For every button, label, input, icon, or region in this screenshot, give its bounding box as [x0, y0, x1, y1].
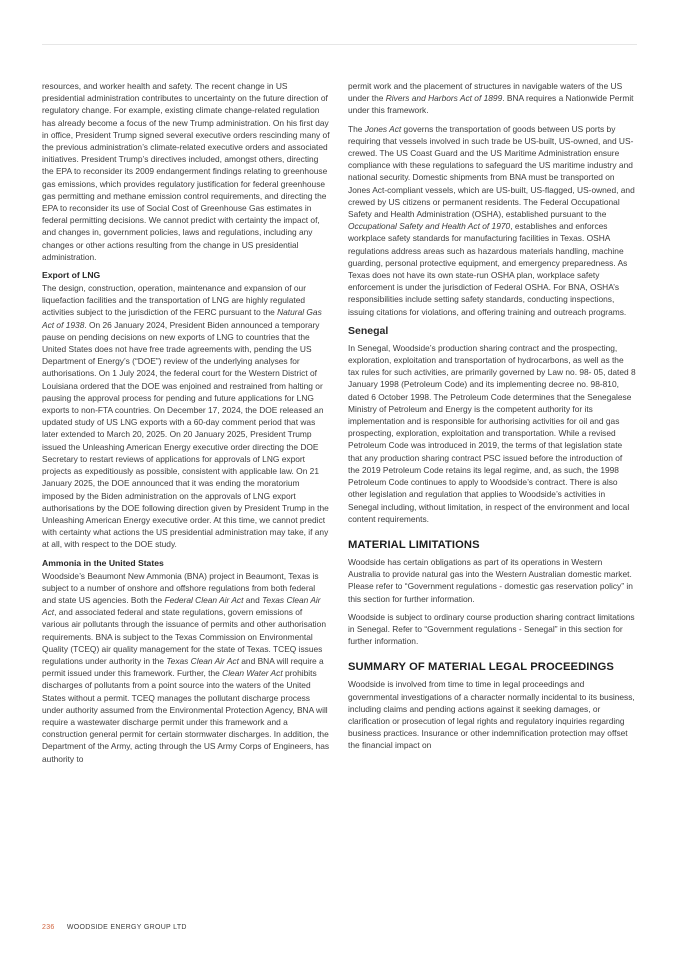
paragraph-psc-limitations: Woodside is subject to ordinary course production sharing contract limitations in Senegal. Refer to “Government regulations - Senegal” in this section for further information.: [348, 611, 635, 647]
header-rule: [42, 44, 637, 45]
paragraph-us-regulation: resources, and worker health and safety. The recent change in US presidential administration contributes to uncertainty on the future direction of regulatory change. For example, existing climate change-related regulation has already become a focus of the new Trump administration. On his first day in office, President Trump signed several executive orders rescinding many of the previous administration’s climate-related executive orders and associated initiatives. President Trump’s directives included, amongst others, directing the EPA to reconsider its 2009 endangerment findings relating to greenhouse gas emissions, which provides regulatory justification for federal greenhouse gas permitting and methane emission control requirements, and directing the EPA to reconsider its use of Social Cost of Greenhouse Gas estimates in federal permitting decisions. We cannot predict with certainty the impact of, and changes in, government policies, laws and regulations, including any changes or other actions resulting from the change in US presidential administration.: [42, 81, 330, 262]
paragraph-senegal: In Senegal, Woodside’s production sharing contract and the prospecting, exploration, exploitation and transportation of hydrocarbons, as well as the tax rules for such activities, are primarily governed by Law no. 98- 05, dated 8 January 1998 (Petroleum Code) and its implementing decree no. 98-810, dated 6 October 1998. The Petroleum Code determines that the Senegalese Ministry of Petroleum and Energy is the competent authority for its implementation and is responsible for authorising activities for oil and gas prospecting, exploration, exploitation and transportation. While a revised Petroleum Code was introduced in 2019, the terms of that legislation state that any production sharing contract PSC issued before the introduction of the 2019 Petroleum Code retains its legal regime, and, as such, the 1998 Petroleum Code continues to apply to Woodside’s contract. There is also other legislation and regulation that applies to Woodside’s activities in Senegal including, without limitation, in respect of the environment and local content requirements.: [348, 342, 636, 524]
paragraph-legal-proceedings: Woodside is involved from time to time in legal proceedings and governmental investigations of a character normally incidental to its business, including claims and pending actions against it seeking damages, or clarification or prosecution of legal rights and regulatory inquiries regarding business practices. Insurance or other indemnification protection may offset the financial impact on: [348, 679, 635, 751]
heading-senegal: Senegal: [348, 324, 389, 337]
page-footer: [42, 923, 187, 932]
heading-material-limitations: MATERIAL LIMITATIONS: [348, 538, 480, 551]
page-number: 236: [42, 924, 55, 931]
left-column: [42, 80, 330, 771]
paragraph-ammonia-us: Woodside’s Beaumont New Ammonia (BNA) project in Beaumont, Texas is subject to a number of onshore and offshore regulations from both federal and state US agencies. Both the Federal Clean Air Act and Texas Clean Air Act, and associated federal and state regulations, govern emissions of various air pollutants through the issuance of permits and other authorisation requirements. BNA is subject to the Texas Commission on Environmental Quality (TCEQ) air quality management for the state of Texas. TCEQ issues regulations under authority in the Texas Clean Air Act and BNA will require a permit issued under this framework. Further, the Clean Water Act prohibits discharges of pollutants from a point source into the waters of the United States without a permit. TCEQ manages the pollutant discharge process under authority assumed from the Environmental Protection Agency, BNA will require a wastewater discharge permit under this framework and a construction general permit for certain stormwater discharges. In addition, the Department of the Army, acting through the US Army Corps of Engineers, has authority to: [42, 570, 330, 764]
right-column: [348, 80, 636, 758]
company-name: WOODSIDE ENERGY GROUP LTD: [66, 924, 187, 931]
heading-legal-proceedings: SUMMARY OF MATERIAL LEGAL PROCEEDINGS: [348, 661, 614, 674]
paragraph-export-of-lng: The design, construction, operation, maintenance and expansion of our liquefaction facilities and the transportation of LNG are highly regulated activities subject to the jurisdiction of the FERC pursuant to the Natural Gas Act of 1938. On 26 January 2024, President Biden announced a temporary pause on pending decisions on new exports of LNG to countries that the United States does not have free trade agreements with, pending the US Department of Energy’s (“DOE”) review of the underlying analyses for authorisations. On 1 July 2024, the federal court for the Western District of Louisiana ordered that the DOE was enjoined and restrained from halting or pausing the approval process for pending and future applications for LNG exports to non-FTA countries. On December 17, 2024, the DOE released an updated study of US LNG exports with a 60-day comment period that was later extended to March 20, 2025. On 20 January 2025, President Trump issued the Unleashing American Energy executive order directing the DOE Secretary to restart reviews of applications for approvals of LNG export projects as expeditiously as possible, consistent with applicable law. On 21 January 2025, the DOE announced that it was ending the moratorium imposed by the Biden administration on the approvals of LNG export authorisations by the DOE following direction given by President Trump in the Unleashing American Energy executive order. At this time, we cannot predict with certainty what actions the US presidential administration may take, if any at all, with respect to the DOE study.: [42, 283, 329, 550]
heading-ammonia-us: Ammonia in the United States: [42, 557, 164, 568]
paragraph-rivers-harbors: permit work and the placement of structures in navigable waters of the US under the Rivers and Harbors Act of 1899. BNA requires a Nationwide Permit under this framework.: [348, 81, 634, 116]
paragraph-jones-act: The Jones Act governs the transportation of goods between US ports by requiring that vessels involved in such trade be US-built, US-owned, and US-crewed. The US Coast Guard and the US Maritime Administration ensure compliance with these regulations to safeguard the US maritime industry and national security. Domestic shipments from BNA must be transported on Jones Act-compliant vessels, which are US-built, US-flagged, US-owned, and crewed by US citizens or permanent residents. The Federal Occupational Safety and Health Administration (OSHA), established pursuant to the Occupational Safety and Health Act of 1970, establishes and enforces workplace safety standards for manufacturing facilities in Texas. OSHA regulations address areas such as hazardous materials handling, machine guarding, personal protective equipment, and emergency preparedness. As Texas does not have its own state-run OSHA plan, workplace safety enforcement is under the jurisdiction of Federal OSHA. For BNA, OSHA’s responsibilities include setting safety standards, conducting inspections, issuing citations for violations, and offering training and outreach programs.: [348, 123, 635, 317]
heading-export-of-lng: Export of LNG: [42, 270, 101, 281]
paragraph-domestic-gas: Woodside has certain obligations as part of its operations in Western Australia to provide natural gas into the Western Australian domestic market. Please refer to “Government regulations - domestic gas reservation policy” in this section for further information.: [348, 556, 633, 604]
